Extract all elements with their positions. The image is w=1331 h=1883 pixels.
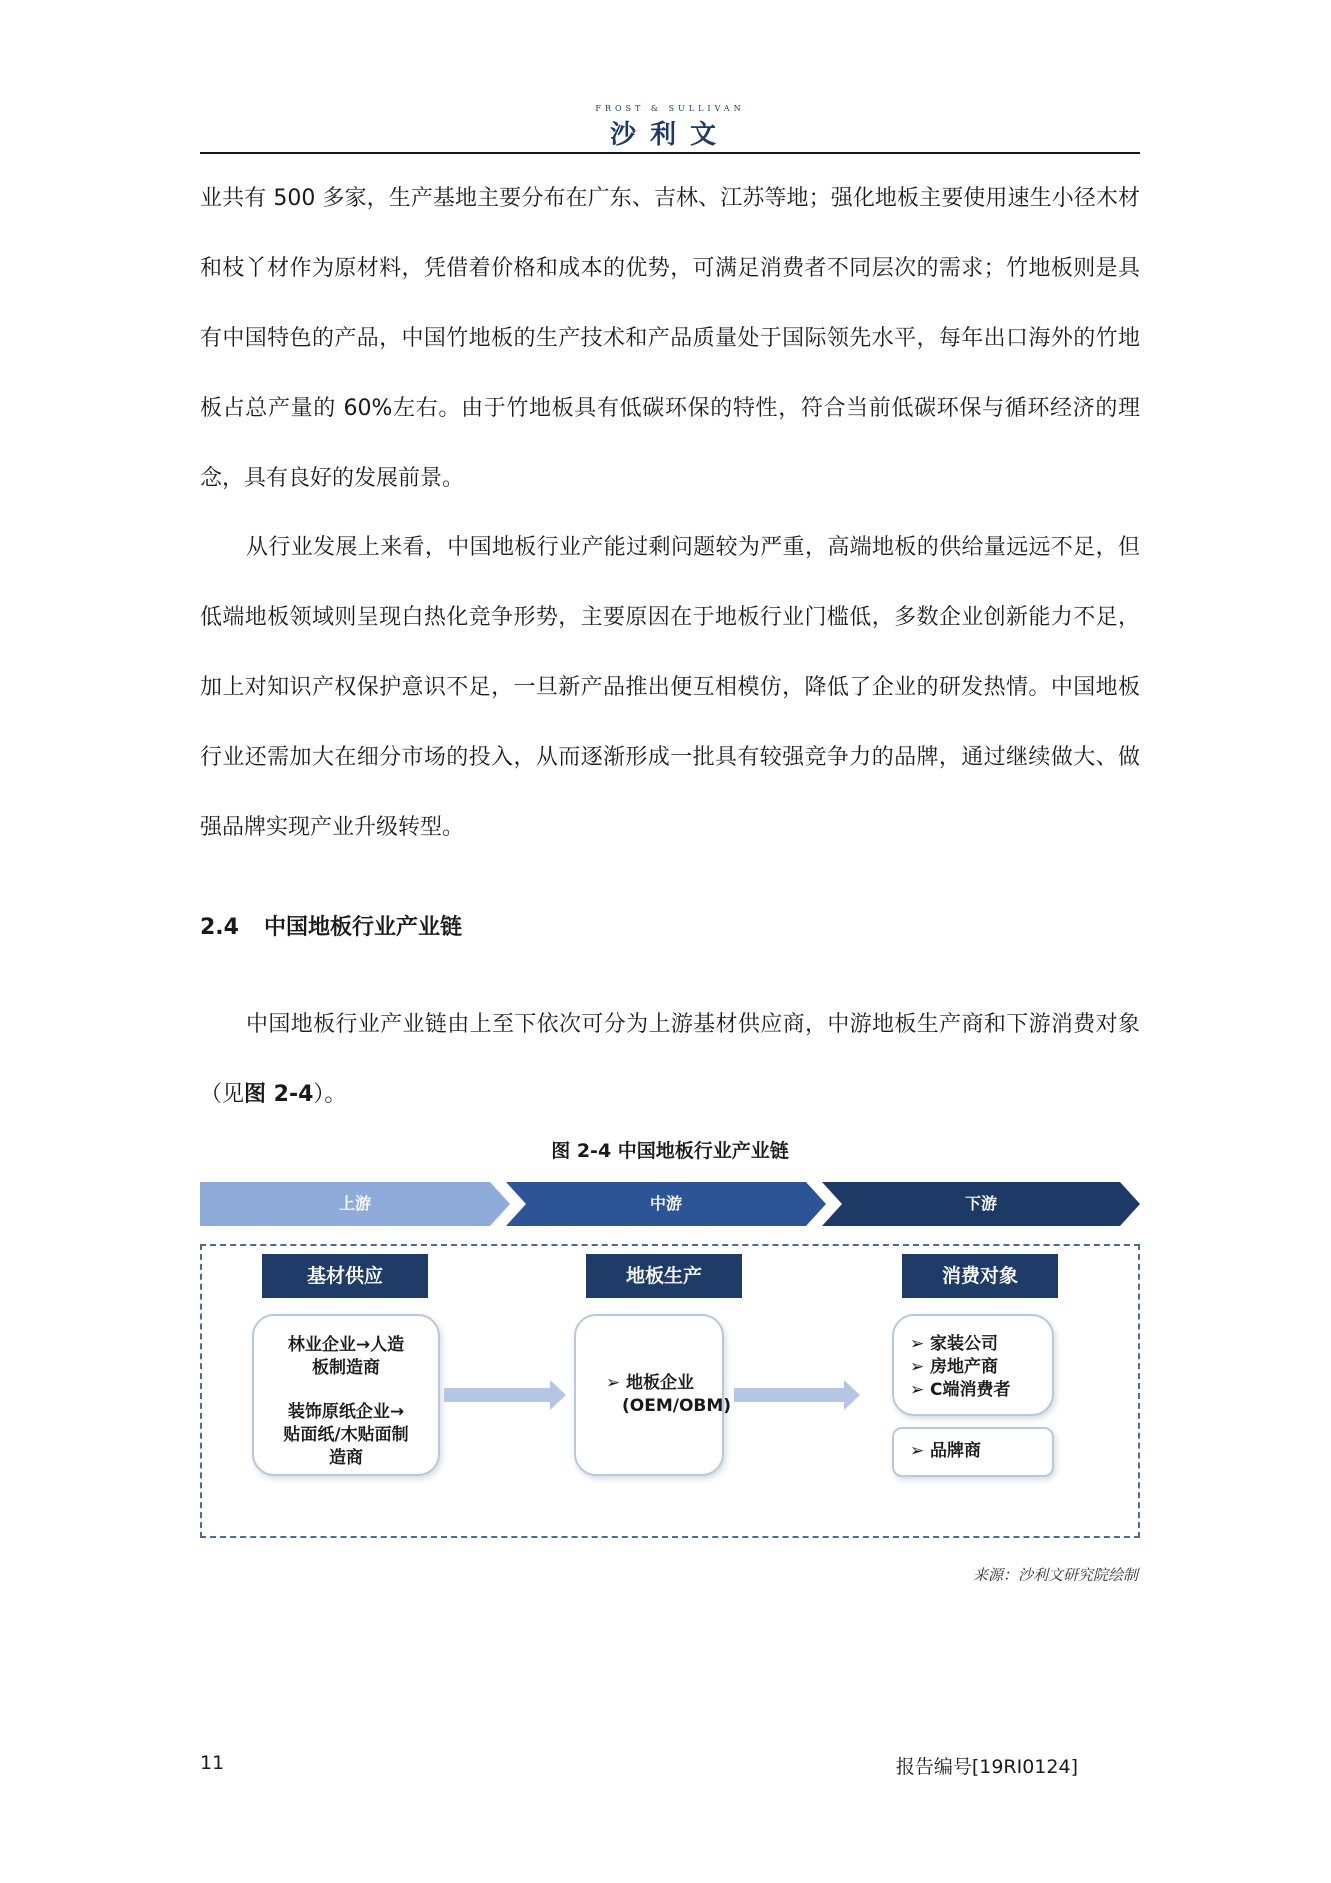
midstream-item	[606, 1372, 722, 1395]
chevron-bullet-icon: ➢	[910, 1380, 925, 1400]
upstream-group-2	[264, 1401, 428, 1470]
section-number: 2.4	[200, 915, 239, 940]
page-header	[200, 100, 1140, 154]
figure-reference: 图 2-4	[244, 1082, 314, 1107]
stage-downstream-label: 下游	[964, 1194, 997, 1213]
paragraph-3-end: ）。	[313, 1082, 347, 1107]
upstream-card	[252, 1314, 440, 1476]
section-heading	[200, 910, 462, 941]
midstream-content	[606, 1372, 732, 1418]
industry-chain-diagram	[200, 1182, 1140, 1552]
brand-english: FROST & SULLIVAN	[595, 104, 745, 113]
brand-item	[910, 1440, 981, 1463]
paragraph-2: 从行业发展上来看，中国地板行业产能过剩问题较为严重，高端地板的供给量远远不足，但低端地板领域则呈现白热化竞争形势，主要原因在于地板行业门槛低，多数企业创新能力不足，加上对知识产权保护意识不足，一旦新产品推出便互相模仿，降低了企业的研发热情。中国地板行业还需加大在细分市场的投入，从而逐渐形成一批具有较强竞争力的品牌，通过继续做大、做强品牌实现产业升级转型。	[200, 535, 1140, 840]
arrow-right-icon	[444, 1380, 566, 1410]
downstream-list	[910, 1333, 1010, 1402]
stage-upstream	[200, 1182, 510, 1226]
paragraph-3-text: 中国地板行业产业链由上至下依次可分为上游基材供应商，中游地板生产商和下游消费对象（见	[200, 1012, 1140, 1107]
downstream-item-1-text: 家装公司	[930, 1334, 998, 1354]
category-materials: 基材供应	[262, 1254, 428, 1298]
figure-source: 来源：沙利文研究院绘制	[972, 1566, 1138, 1584]
page-number: 11	[200, 1752, 225, 1774]
section-title: 中国地板行业产业链	[264, 915, 463, 940]
downstream-item-3	[910, 1379, 1010, 1402]
midstream-card	[574, 1314, 732, 1476]
paragraph-1: 业共有 500 多家，生产基地主要分布在广东、吉林、江苏等地；强化地板主要使用速生小径木材和枝丫材作为原材料，凭借着价格和成本的优势，可满足消费者不同层次的需求；竹地板则是具有中国特色的产品，中国竹地板的生产技术和产品质量处于国际领先水平，每年出口海外的竹地板占总产量的 60%左右。由于竹地板具有低碳环保的特性，符合当前低碳环保与循环经济的理念，具有良好的发展前景。	[200, 186, 1140, 491]
upstream-line-3: 装饰原纸企业→	[287, 1402, 405, 1422]
midstream-line-1: 地板企业	[626, 1373, 694, 1393]
brand-chinese-logo: 沙利文	[609, 120, 730, 150]
downstream-item-2-text: 房地产商	[930, 1357, 998, 1377]
arrow-upstream-to-midstream	[444, 1380, 570, 1410]
chevron-bullet-icon: ➢	[910, 1334, 925, 1354]
downstream-card	[892, 1314, 1054, 1416]
stage-midstream-label: 中游	[649, 1194, 682, 1213]
downstream-item-1	[910, 1333, 1010, 1356]
stage-midstream	[506, 1182, 826, 1226]
downstream-item-3-text: C端消费者	[930, 1380, 1011, 1400]
chevron-bullet-icon: ➢	[606, 1373, 621, 1393]
category-production: 地板生产	[586, 1254, 742, 1298]
downstream-item-2	[910, 1356, 1010, 1379]
brand-list	[910, 1440, 981, 1463]
chevron-bullet-icon: ➢	[910, 1357, 925, 1377]
arrow-right-icon	[734, 1380, 860, 1410]
midstream-line-2: (OEM/OBM)	[622, 1396, 732, 1416]
brand-card	[892, 1427, 1054, 1477]
category-consumers: 消费对象	[902, 1254, 1058, 1298]
arrow-midstream-to-downstream	[734, 1380, 864, 1410]
upstream-group-1	[264, 1334, 428, 1380]
stage-upstream-label: 上游	[338, 1194, 371, 1213]
paragraph-3	[200, 990, 1140, 1130]
upstream-line-2: 板制造商	[312, 1358, 380, 1378]
upstream-line-4: 贴面纸/木贴面制	[283, 1425, 409, 1445]
brand-item-text: 品牌商	[930, 1441, 981, 1461]
chevron-bullet-icon: ➢	[910, 1441, 925, 1461]
upstream-line-1: 林业企业→人造	[287, 1335, 405, 1355]
figure-title: 图 2-4 中国地板行业产业链	[551, 1140, 789, 1162]
upstream-line-5: 造商	[329, 1448, 363, 1468]
report-id: 报告编号[19RI0124]	[895, 1756, 1078, 1778]
stage-downstream	[822, 1182, 1140, 1226]
